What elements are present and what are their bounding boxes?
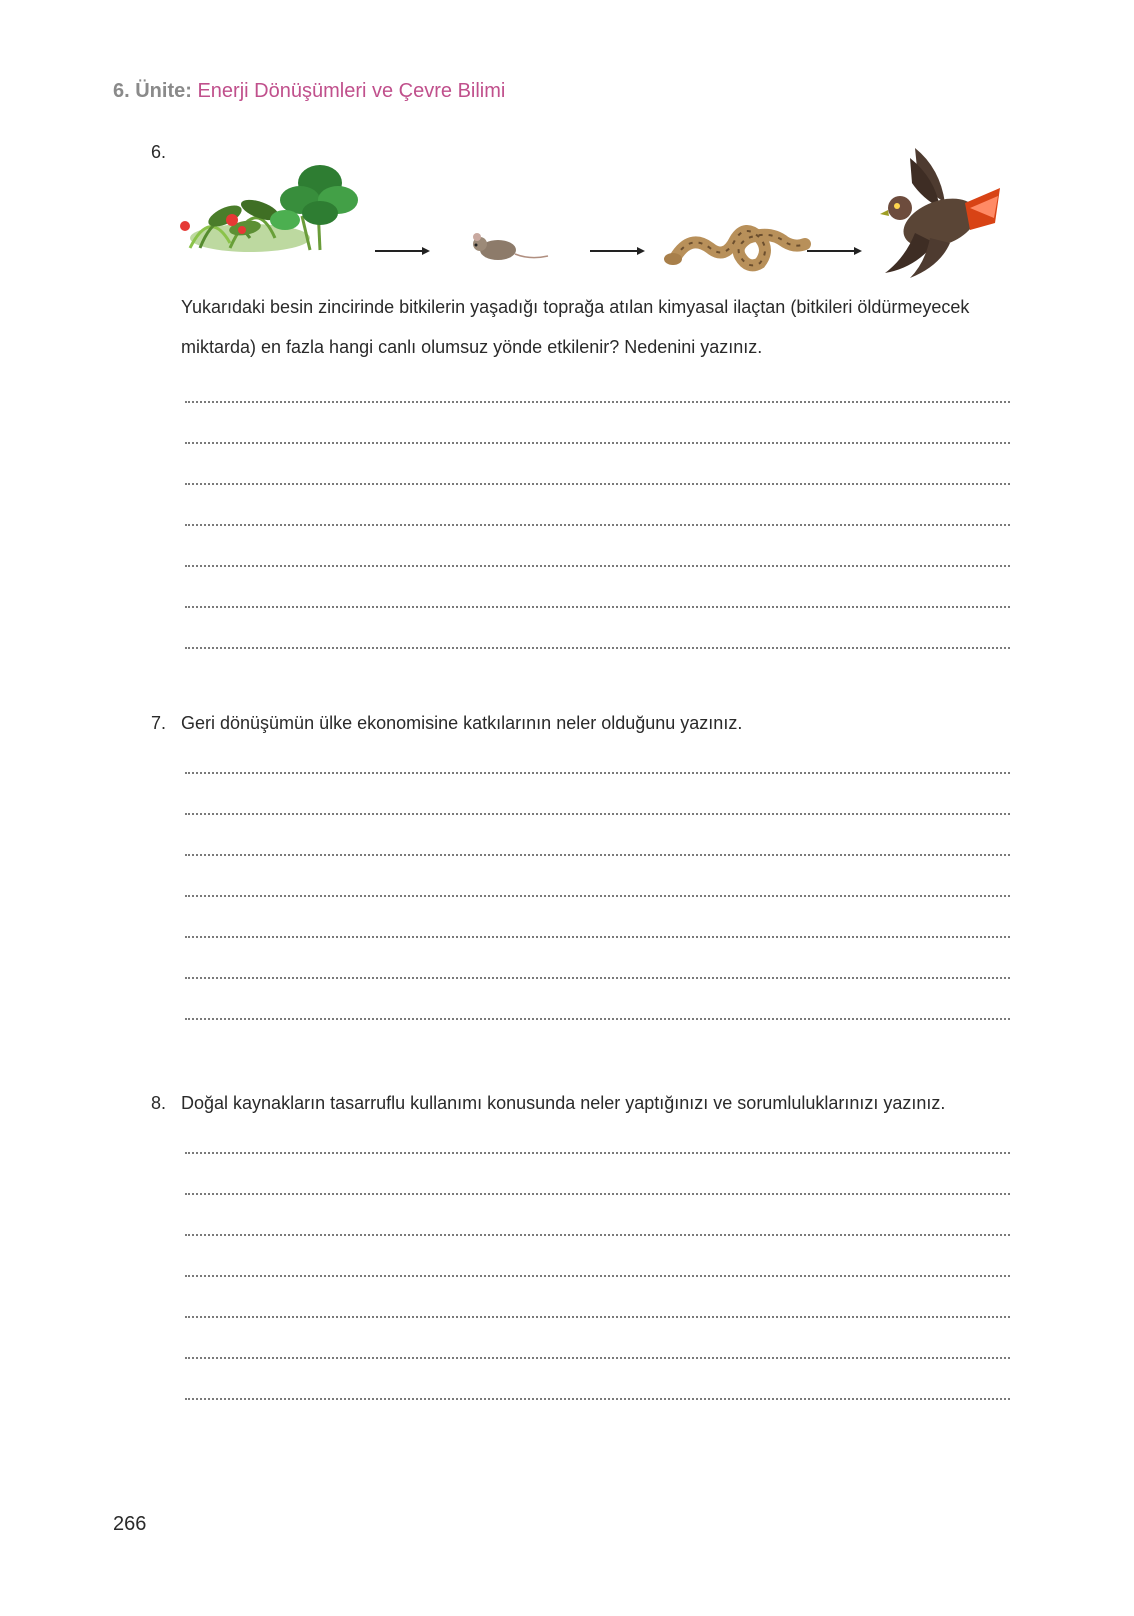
answer-line[interactable] [185, 1318, 1010, 1359]
answer-line[interactable] [185, 1359, 1010, 1400]
answer-lines-6[interactable] [185, 362, 1010, 649]
question-7-text: Geri dönüşümün ülke ekonomisine katkılarının neler olduğunu yazınız. [181, 713, 743, 733]
answer-line[interactable] [185, 897, 1010, 938]
answer-line[interactable] [185, 362, 1010, 403]
unit-subject: Enerji Dönüşümleri ve Çevre Bilimi [197, 80, 506, 102]
answer-line[interactable] [185, 815, 1010, 856]
answer-line[interactable] [185, 444, 1010, 485]
question-6-text: Yukarıdaki besin zincirinde bitkilerin yaşadığı toprağa atılan kimyasal ilaçtan (bitkileri öldürmeyecek miktarda) en fazla hangi canlı olumsuz yönde etkilenir? Nedenini yazınız. [181, 297, 970, 357]
answer-line[interactable] [185, 526, 1010, 567]
snake-illustration [664, 231, 805, 265]
answer-line[interactable] [185, 1195, 1010, 1236]
arrow-icon [807, 247, 862, 255]
answer-line[interactable] [185, 1236, 1010, 1277]
answer-line[interactable] [185, 938, 1010, 979]
answer-line[interactable] [185, 1154, 1010, 1195]
arrow-icon [375, 247, 430, 255]
mouse-illustration [473, 233, 548, 260]
answer-line[interactable] [185, 979, 1010, 1020]
answer-line[interactable] [185, 485, 1010, 526]
answer-line[interactable] [185, 567, 1010, 608]
question-8-text: Doğal kaynakların tasarruflu kullanımı konusunda neler yaptığınızı ve sorumluluklarınızı yazınız. [181, 1093, 946, 1113]
hawk-illustration [880, 148, 1000, 278]
question-8-number: 8. [151, 1093, 167, 1113]
answer-line[interactable] [185, 774, 1010, 815]
answer-line[interactable] [185, 733, 1010, 774]
answer-line[interactable] [185, 856, 1010, 897]
answer-line[interactable] [185, 1113, 1010, 1154]
answer-line[interactable] [185, 1277, 1010, 1318]
answer-lines-8[interactable] [185, 1113, 1010, 1400]
food-chain-illustration [170, 138, 1030, 283]
answer-lines-7[interactable] [185, 733, 1010, 1020]
question-7-number: 7. [151, 713, 167, 733]
answer-line[interactable] [185, 608, 1010, 649]
page-header [113, 80, 505, 103]
unit-label: 6. Ünite: [113, 80, 192, 102]
question-6-number: 6. [151, 142, 167, 162]
answer-line[interactable] [185, 403, 1010, 444]
page-number: 266 [113, 1513, 147, 1535]
arrow-icon [590, 247, 645, 255]
plants-illustration [180, 165, 358, 252]
